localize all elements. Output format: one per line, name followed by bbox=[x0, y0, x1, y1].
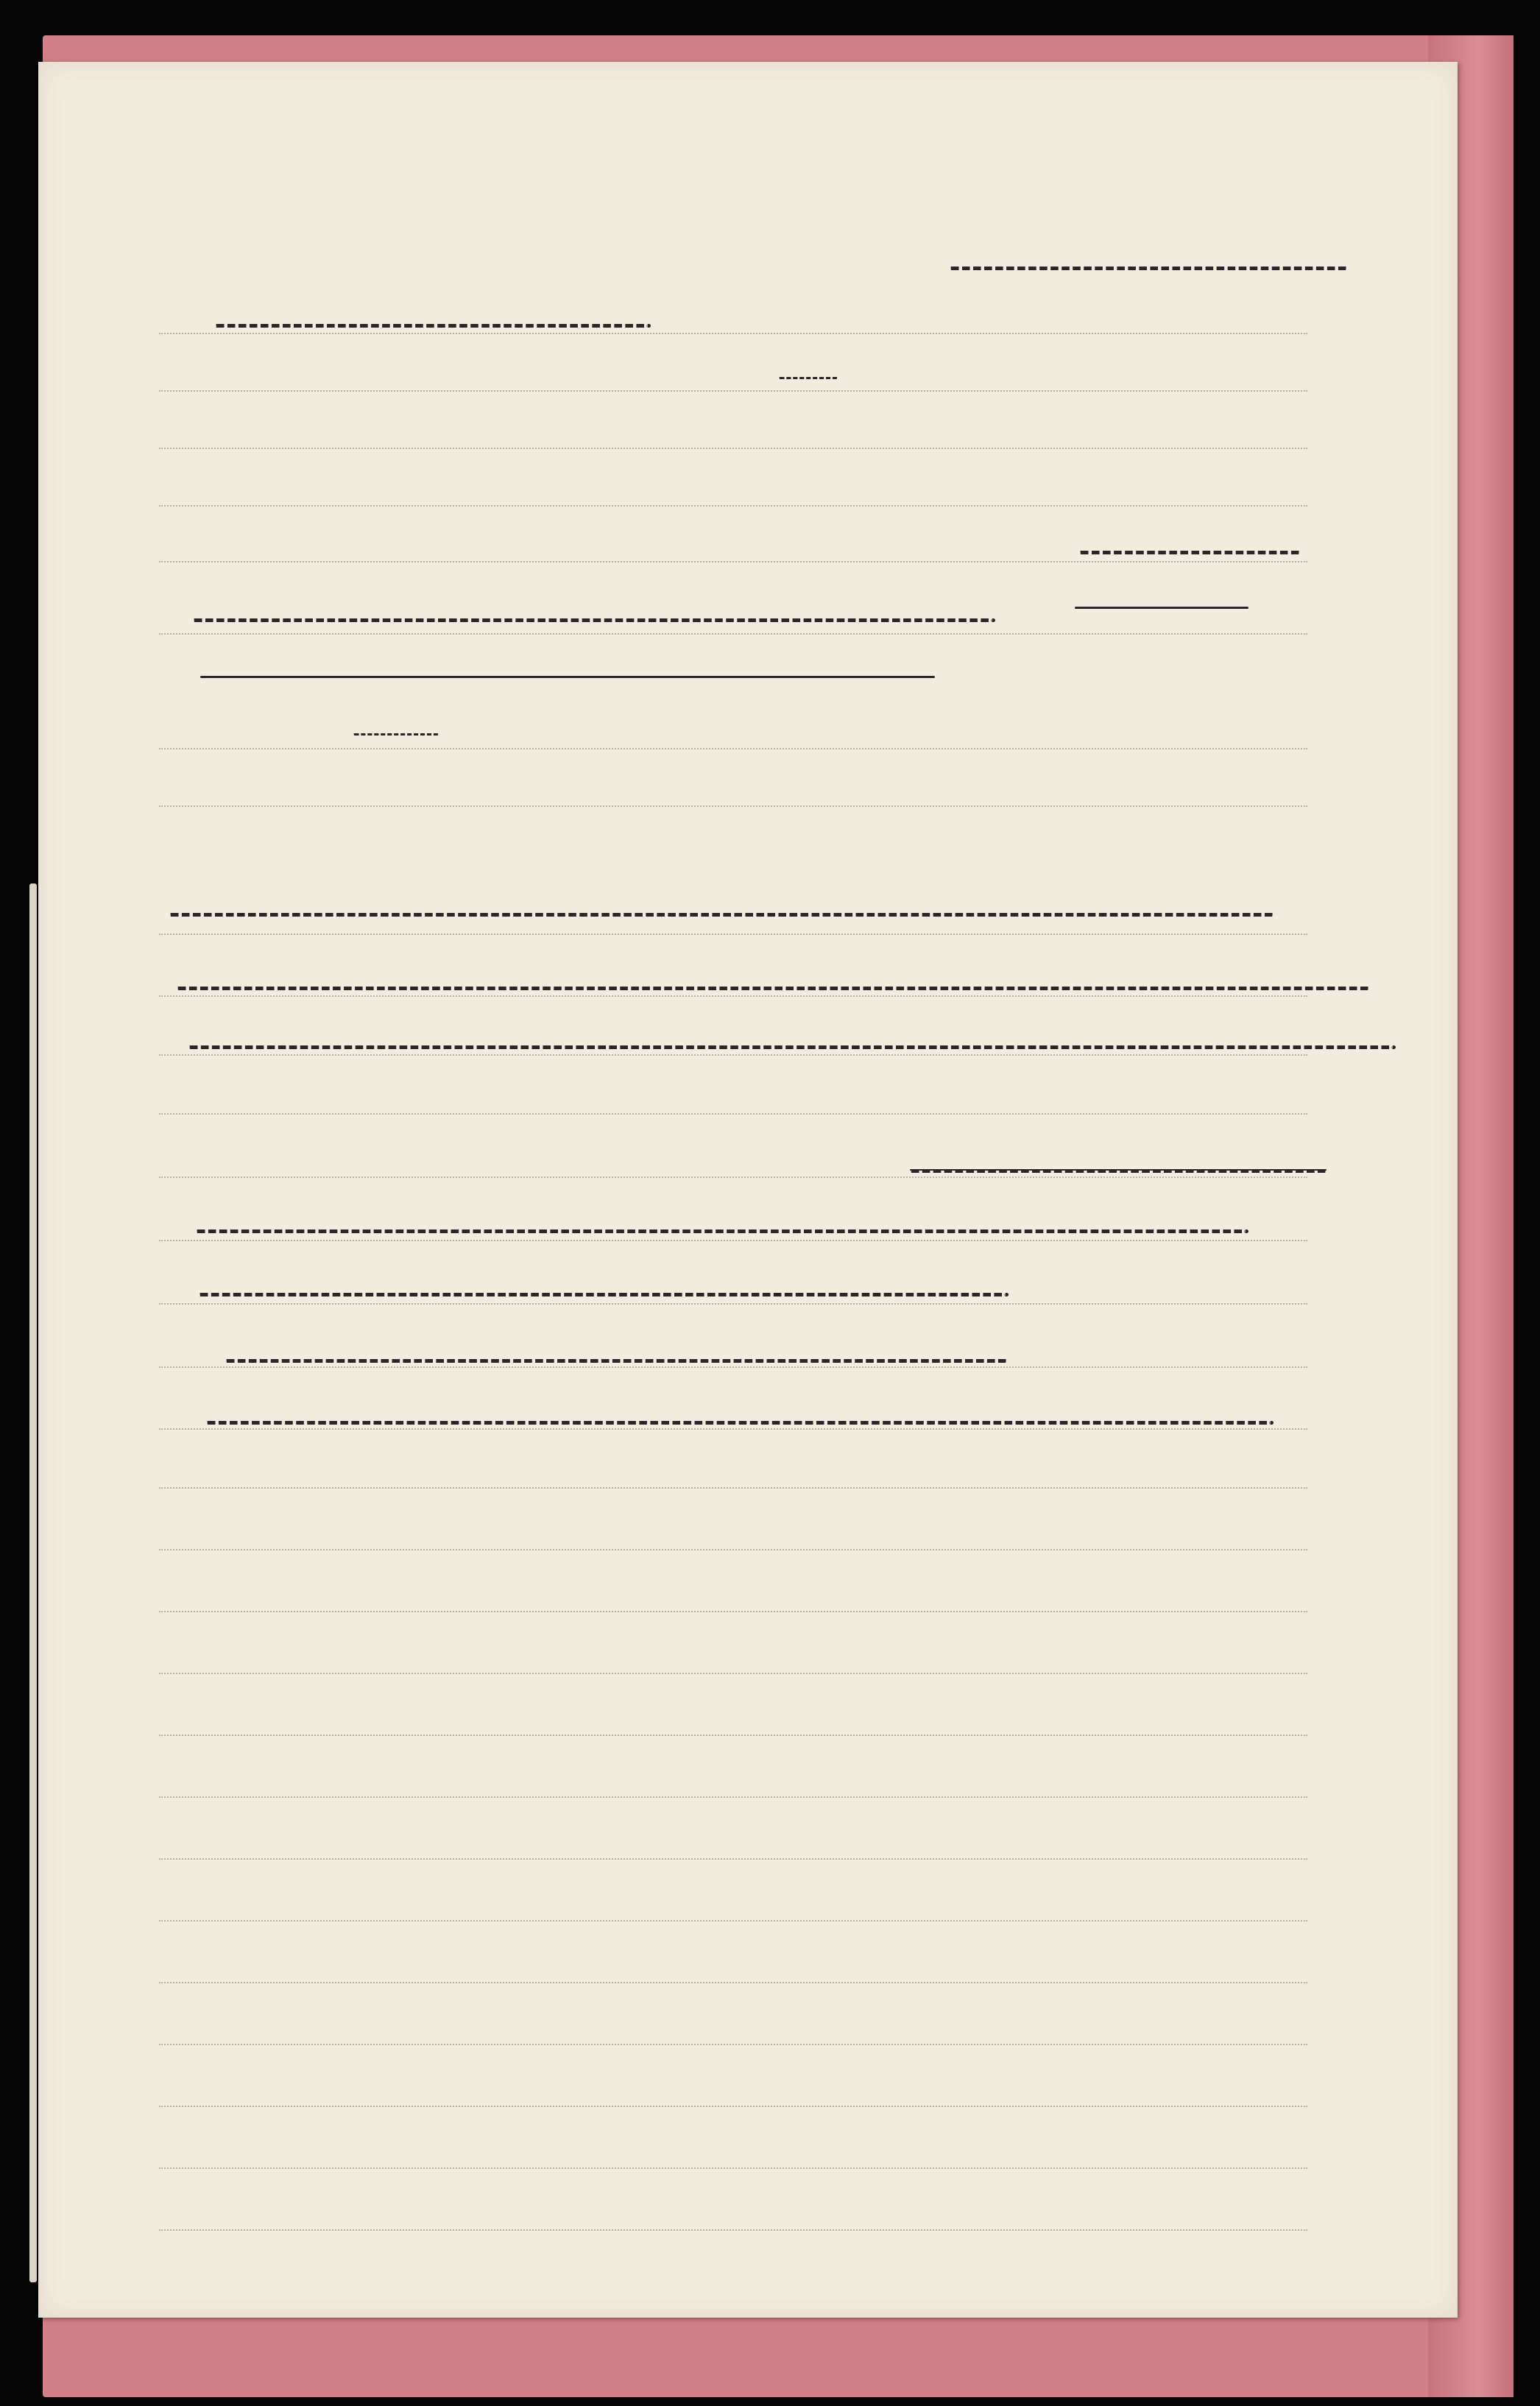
ruled-line bbox=[159, 2229, 1307, 2231]
ruled-line bbox=[159, 1113, 1307, 1115]
ruled-line bbox=[159, 1735, 1307, 1736]
handwritten-witness-1 bbox=[199, 1293, 1009, 1297]
ruled-line bbox=[159, 505, 1307, 507]
handwritten-underline bbox=[200, 676, 935, 678]
ruled-line bbox=[159, 1303, 1307, 1305]
ruled-line bbox=[159, 333, 1307, 334]
ruled-line bbox=[159, 448, 1307, 449]
binding-thread bbox=[29, 883, 37, 2282]
paper-sheet bbox=[38, 62, 1458, 2318]
handwritten-dash bbox=[1075, 607, 1248, 609]
ruled-line bbox=[159, 1796, 1307, 1798]
ruled-line bbox=[159, 1176, 1307, 1178]
handwritten-line-3 bbox=[188, 1045, 1396, 1049]
ruled-line bbox=[159, 1366, 1307, 1368]
ruled-line bbox=[159, 748, 1307, 749]
ruled-line bbox=[159, 1054, 1307, 1056]
handwritten-ending-2 bbox=[353, 733, 439, 735]
handwritten-witness-3 bbox=[206, 1421, 1274, 1425]
handwritten-testator-name-1 bbox=[950, 267, 1347, 270]
ruled-line bbox=[159, 1920, 1307, 1922]
ruled-line bbox=[159, 1858, 1307, 1860]
ruled-line bbox=[159, 1549, 1307, 1551]
handwritten-line-1 bbox=[169, 913, 1274, 917]
ruled-line bbox=[159, 1240, 1307, 1241]
ruled-line bbox=[159, 995, 1307, 997]
ruled-line bbox=[159, 1428, 1307, 1430]
strikethrough bbox=[910, 1169, 1327, 1171]
ruled-line bbox=[159, 1673, 1307, 1674]
ruled-line bbox=[159, 2106, 1307, 2107]
ruled-line bbox=[159, 390, 1307, 392]
handwritten-testator-name-4 bbox=[193, 618, 995, 622]
ruled-line bbox=[159, 633, 1307, 635]
handwritten-testator-name-2 bbox=[215, 324, 651, 328]
handwritten-ending bbox=[779, 377, 838, 379]
handwritten-line-2 bbox=[177, 987, 1369, 990]
ruled-line bbox=[159, 2167, 1307, 2169]
ruled-line bbox=[159, 2044, 1307, 2045]
handwritten-witness-note bbox=[196, 1230, 1248, 1233]
ruled-line bbox=[159, 1611, 1307, 1612]
ruled-line bbox=[159, 1487, 1307, 1489]
ruled-line bbox=[159, 561, 1307, 562]
ruled-line bbox=[159, 805, 1307, 807]
ruled-line bbox=[159, 1982, 1307, 1983]
ruled-line bbox=[159, 934, 1307, 935]
handwritten-testator-name-3 bbox=[1079, 551, 1300, 554]
handwritten-witness-2 bbox=[225, 1359, 1007, 1363]
